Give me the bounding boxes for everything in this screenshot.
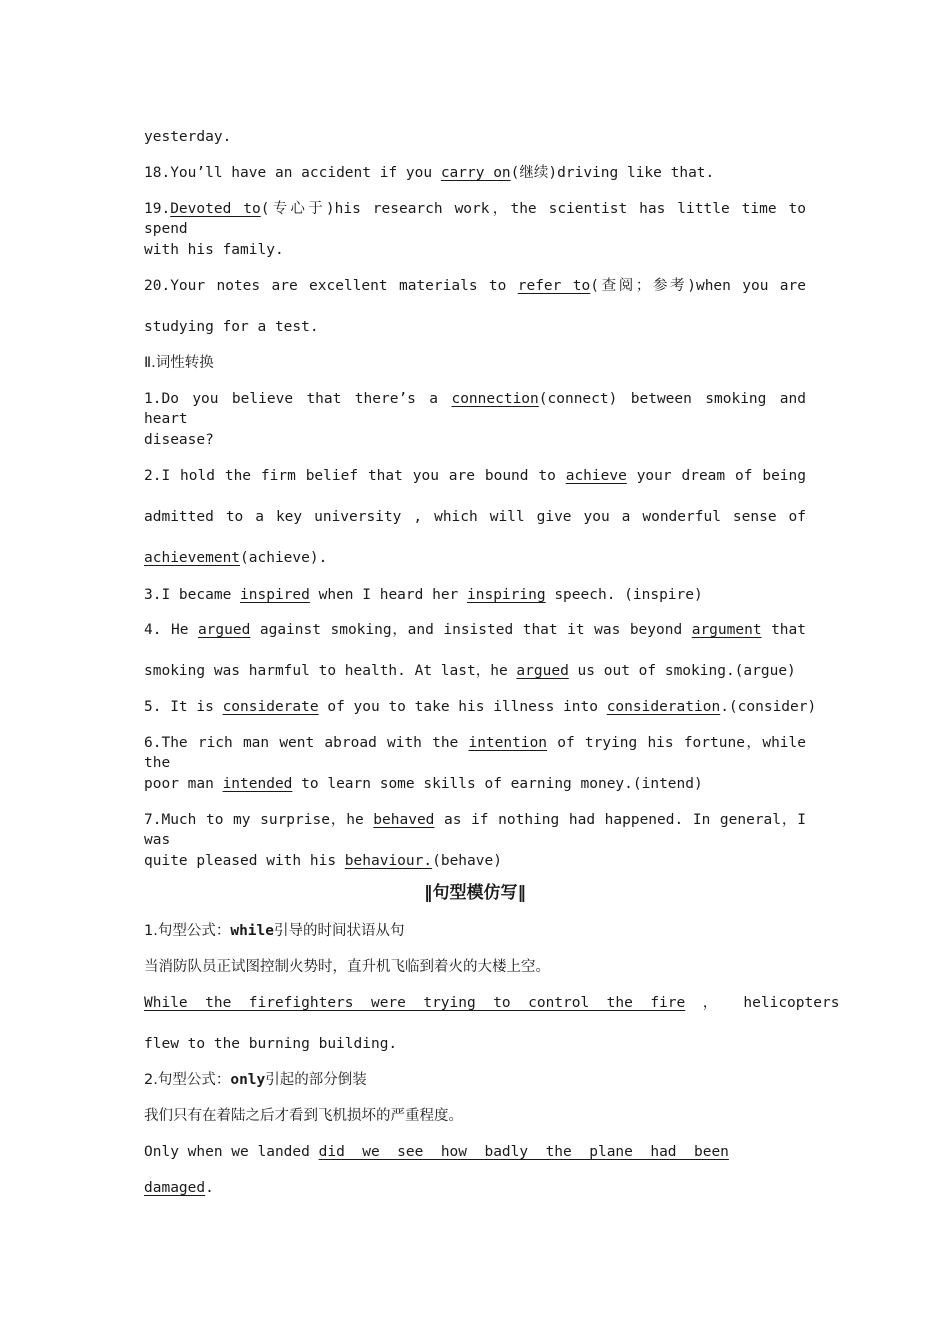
answer-blank: Devoted to: [170, 201, 261, 217]
answer-blank: connection: [451, 391, 539, 407]
answer-blank: inspiring: [467, 587, 546, 603]
answer-blank: behaved: [373, 812, 435, 828]
answer-blank: consideration: [606, 699, 721, 715]
s2-question-6: 6.The rich man went abroad with the intention of trying his fortune，while the: [144, 735, 806, 771]
answer-blank: considerate: [222, 699, 319, 715]
answer-blank: carry on: [440, 165, 511, 181]
question-19: 19.Devoted to(专心于)his research work，the scientist has little time to spend: [144, 201, 806, 237]
answer-blank: achieve: [565, 468, 627, 484]
answer-blank: did we see how badly the plane had been: [318, 1144, 729, 1160]
s2-question-2-line3: achievement(achieve).: [144, 550, 328, 566]
answer-blank: refer to: [517, 278, 591, 294]
s2-question-4: 4. He argued against smoking，and insisted that it was beyond argument that: [144, 622, 806, 638]
answer-blank: argued: [197, 622, 251, 638]
q17-continuation: yesterday.: [144, 129, 232, 145]
pattern-2-line2: damaged.: [144, 1180, 214, 1196]
pattern-1-answer: While the firefighters were trying to control the fire ， helicopters: [144, 995, 840, 1011]
section-3-title: ‖句型模仿写‖: [424, 883, 526, 903]
answer-blank: argued: [516, 663, 569, 679]
question-18: 18.You’ll have an accident if you carry on(继续)driving like that.: [144, 165, 715, 181]
pattern-2-formula: 2.句型公式：only引起的部分倒装: [144, 1072, 367, 1088]
question-20: 20.Your notes are excellent materials to refer to(查阅；参考)when you are: [144, 278, 807, 294]
pattern-2-answer: Only when we landed did we see how badly the plane had been: [144, 1144, 729, 1160]
s2-question-1: 1.Do you believe that there’s a connection(connect) between smoking and heart: [144, 391, 806, 427]
answer-blank: damaged: [144, 1180, 206, 1196]
answer-blank: achievement: [144, 550, 241, 566]
pattern-1-line2: flew to the burning building.: [144, 1036, 398, 1052]
s2-question-2-line2: admitted to a key university , which will give you a wonderful sense of: [144, 509, 806, 525]
s2-question-7: 7.Much to my surprise，he behaved as if nothing had happened. In general，I was: [144, 812, 806, 848]
s2-question-2: 2.I hold the firm belief that you are bound to achieve your dream of being: [144, 468, 806, 484]
s2-question-1-line2: disease?: [144, 432, 214, 448]
answer-blank: inspired: [240, 587, 310, 603]
answer-blank: While the firefighters were trying to control the fire: [144, 995, 686, 1011]
pattern-1-formula: 1.句型公式：while引导的时间状语从句: [144, 923, 405, 939]
question-20-line2: studying for a test.: [144, 319, 319, 335]
s2-question-5: 5. It is considerate of you to take his illness into consideration.(consider): [144, 699, 817, 715]
s2-question-7-line2: quite pleased with his behaviour.(behave): [144, 853, 502, 869]
s2-question-3: 3.I became inspired when I heard her inspiring speech. (inspire): [144, 587, 703, 603]
answer-blank: intention: [468, 735, 548, 751]
question-19-line2: with his family.: [144, 242, 284, 258]
pattern-2-chinese: 我们只有在着陆之后才看到飞机损坏的严重程度。: [144, 1108, 463, 1124]
s2-question-6-line2: poor man intended to learn some skills of earning money.(intend): [144, 776, 703, 792]
answer-blank: behaviour.: [344, 853, 433, 869]
section-2-title: Ⅱ.词性转换: [144, 355, 214, 371]
s2-question-4-line2: smoking was harmful to health. At last，he argued us out of smoking.(argue): [144, 663, 796, 679]
pattern-1-chinese: 当消防队员正试图控制火势时，直升机飞临到着火的大楼上空。: [144, 959, 550, 975]
answer-blank: intended: [222, 776, 293, 792]
answer-blank: argument: [691, 622, 762, 638]
